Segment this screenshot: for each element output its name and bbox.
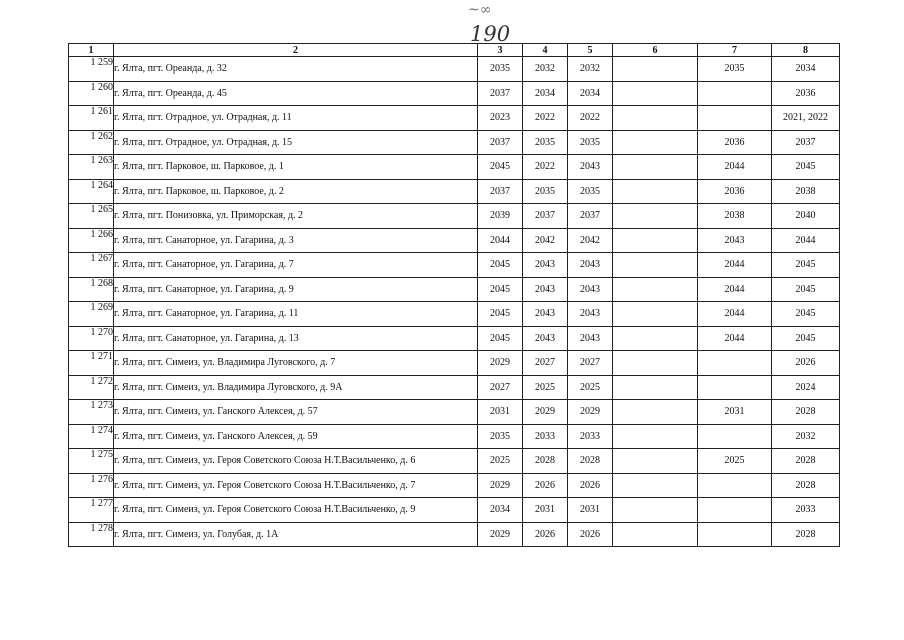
address: г. Ялта, пгт. Отрадное, ул. Отрадная, д. 11 bbox=[114, 106, 478, 131]
col-6-value bbox=[613, 155, 698, 180]
col-4-value: 2035 bbox=[523, 179, 568, 204]
col-3-value: 2023 bbox=[478, 106, 523, 131]
col-4-value: 2043 bbox=[523, 253, 568, 278]
col-7-value: 2044 bbox=[698, 277, 772, 302]
col-4-value: 2022 bbox=[523, 155, 568, 180]
col-4-value: 2033 bbox=[523, 424, 568, 449]
col-3-value: 2045 bbox=[478, 253, 523, 278]
col-4-value: 2031 bbox=[523, 498, 568, 523]
register-table bbox=[68, 43, 840, 547]
column-header-2: 2 bbox=[114, 44, 478, 57]
col-5-value: 2025 bbox=[568, 375, 613, 400]
row-number: 1 269 bbox=[69, 302, 114, 327]
col-7-value bbox=[698, 473, 772, 498]
col-8-value: 2038 bbox=[772, 179, 840, 204]
col-8-value: 2021, 2022 bbox=[772, 106, 840, 131]
address: г. Ялта, пгт. Симеиз, ул. Героя Советского Союза Н.Т.Васильченко, д. 9 bbox=[114, 498, 478, 523]
row-number: 1 270 bbox=[69, 326, 114, 351]
address: г. Ялта, пгт. Симеиз, ул. Ганского Алексея, д. 59 bbox=[114, 424, 478, 449]
table-row bbox=[69, 179, 840, 204]
table-row bbox=[69, 351, 840, 376]
col-4-value: 2028 bbox=[523, 449, 568, 474]
address: г. Ялта, пгт. Санаторное, ул. Гагарина, д. 7 bbox=[114, 253, 478, 278]
col-5-value: 2032 bbox=[568, 57, 613, 82]
col-8-value: 2045 bbox=[772, 302, 840, 327]
col-5-value: 2043 bbox=[568, 277, 613, 302]
col-8-value: 2037 bbox=[772, 130, 840, 155]
row-number: 1 260 bbox=[69, 81, 114, 106]
col-3-value: 2035 bbox=[478, 57, 523, 82]
col-7-value: 2025 bbox=[698, 449, 772, 474]
table-body bbox=[69, 57, 840, 547]
row-number: 1 277 bbox=[69, 498, 114, 523]
col-5-value: 2043 bbox=[568, 326, 613, 351]
col-3-value: 2045 bbox=[478, 155, 523, 180]
col-3-value: 2045 bbox=[478, 302, 523, 327]
col-6-value bbox=[613, 130, 698, 155]
address: г. Ялта, пгт. Симеиз, ул. Владимира Луговского, д. 9А bbox=[114, 375, 478, 400]
col-6-value bbox=[613, 277, 698, 302]
col-6-value bbox=[613, 522, 698, 547]
table-row bbox=[69, 424, 840, 449]
row-number: 1 271 bbox=[69, 351, 114, 376]
row-number: 1 278 bbox=[69, 522, 114, 547]
col-3-value: 2029 bbox=[478, 522, 523, 547]
col-6-value bbox=[613, 106, 698, 131]
col-8-value: 2045 bbox=[772, 253, 840, 278]
table-row bbox=[69, 130, 840, 155]
col-3-value: 2029 bbox=[478, 351, 523, 376]
address: г. Ялта, пгт. Симеиз, ул. Голубая, д. 1А bbox=[114, 522, 478, 547]
column-header-6: 6 bbox=[613, 44, 698, 57]
col-4-value: 2022 bbox=[523, 106, 568, 131]
row-number: 1 264 bbox=[69, 179, 114, 204]
col-7-value: 2044 bbox=[698, 253, 772, 278]
col-5-value: 2027 bbox=[568, 351, 613, 376]
row-number: 1 274 bbox=[69, 424, 114, 449]
col-5-value: 2028 bbox=[568, 449, 613, 474]
table-row bbox=[69, 204, 840, 229]
table-row bbox=[69, 498, 840, 523]
row-number: 1 276 bbox=[69, 473, 114, 498]
column-header-4: 4 bbox=[523, 44, 568, 57]
col-6-value bbox=[613, 57, 698, 82]
col-6-value bbox=[613, 449, 698, 474]
table-header-row bbox=[69, 44, 840, 57]
col-6-value bbox=[613, 253, 698, 278]
col-5-value: 2042 bbox=[568, 228, 613, 253]
address: г. Ялта, пгт. Симеиз, ул. Ганского Алексея, д. 57 bbox=[114, 400, 478, 425]
table-row bbox=[69, 449, 840, 474]
col-5-value: 2035 bbox=[568, 130, 613, 155]
table-row bbox=[69, 375, 840, 400]
col-8-value: 2036 bbox=[772, 81, 840, 106]
address: г. Ялта, пгт. Симеиз, ул. Героя Советского Союза Н.Т.Васильченко, д. 6 bbox=[114, 449, 478, 474]
table-row bbox=[69, 81, 840, 106]
row-number: 1 275 bbox=[69, 449, 114, 474]
col-4-value: 2043 bbox=[523, 277, 568, 302]
col-4-value: 2026 bbox=[523, 473, 568, 498]
row-number: 1 263 bbox=[69, 155, 114, 180]
row-number: 1 265 bbox=[69, 204, 114, 229]
col-3-value: 2045 bbox=[478, 277, 523, 302]
col-5-value: 2037 bbox=[568, 204, 613, 229]
col-6-value bbox=[613, 375, 698, 400]
col-7-value bbox=[698, 81, 772, 106]
col-8-value: 2045 bbox=[772, 326, 840, 351]
table-row bbox=[69, 106, 840, 131]
col-6-value bbox=[613, 302, 698, 327]
col-5-value: 2033 bbox=[568, 424, 613, 449]
col-8-value: 2024 bbox=[772, 375, 840, 400]
col-6-value bbox=[613, 228, 698, 253]
row-number: 1 267 bbox=[69, 253, 114, 278]
address: г. Ялта, пгт. Парковое, ш. Парковое, д. 2 bbox=[114, 179, 478, 204]
address: г. Ялта, пгт. Санаторное, ул. Гагарина, д. 9 bbox=[114, 277, 478, 302]
col-4-value: 2035 bbox=[523, 130, 568, 155]
address: г. Ялта, пгт. Симеиз, ул. Героя Советского Союза Н.Т.Васильченко, д. 7 bbox=[114, 473, 478, 498]
table-row bbox=[69, 400, 840, 425]
col-4-value: 2043 bbox=[523, 302, 568, 327]
col-6-value bbox=[613, 204, 698, 229]
table-row bbox=[69, 228, 840, 253]
row-number: 1 268 bbox=[69, 277, 114, 302]
col-7-value: 2044 bbox=[698, 155, 772, 180]
row-number: 1 272 bbox=[69, 375, 114, 400]
col-5-value: 2029 bbox=[568, 400, 613, 425]
col-4-value: 2029 bbox=[523, 400, 568, 425]
row-number: 1 261 bbox=[69, 106, 114, 131]
table-row bbox=[69, 155, 840, 180]
col-5-value: 2026 bbox=[568, 522, 613, 547]
col-6-value bbox=[613, 498, 698, 523]
address: г. Ялта, пгт. Симеиз, ул. Владимира Луговского, д. 7 bbox=[114, 351, 478, 376]
col-3-value: 2039 bbox=[478, 204, 523, 229]
col-8-value: 2044 bbox=[772, 228, 840, 253]
col-4-value: 2034 bbox=[523, 81, 568, 106]
col-5-value: 2026 bbox=[568, 473, 613, 498]
table-row bbox=[69, 473, 840, 498]
column-header-7: 7 bbox=[698, 44, 772, 57]
address: г. Ялта, пгт. Ореанда, д. 32 bbox=[114, 57, 478, 82]
col-6-value bbox=[613, 473, 698, 498]
col-8-value: 2045 bbox=[772, 277, 840, 302]
col-8-value: 2028 bbox=[772, 400, 840, 425]
col-6-value bbox=[613, 179, 698, 204]
table-row bbox=[69, 57, 840, 82]
col-7-value bbox=[698, 522, 772, 547]
address: г. Ялта, пгт. Санаторное, ул. Гагарина, д. 13 bbox=[114, 326, 478, 351]
col-3-value: 2037 bbox=[478, 81, 523, 106]
address: г. Ялта, пгт. Ореанда, д. 45 bbox=[114, 81, 478, 106]
col-4-value: 2042 bbox=[523, 228, 568, 253]
col-7-value bbox=[698, 375, 772, 400]
col-5-value: 2035 bbox=[568, 179, 613, 204]
col-5-value: 2043 bbox=[568, 155, 613, 180]
col-4-value: 2027 bbox=[523, 351, 568, 376]
column-header-3: 3 bbox=[478, 44, 523, 57]
column-header-5: 5 bbox=[568, 44, 613, 57]
address: г. Ялта, пгт. Отрадное, ул. Отрадная, д. 15 bbox=[114, 130, 478, 155]
col-6-value bbox=[613, 400, 698, 425]
col-8-value: 2028 bbox=[772, 473, 840, 498]
row-number: 1 273 bbox=[69, 400, 114, 425]
col-8-value: 2034 bbox=[772, 57, 840, 82]
col-4-value: 2032 bbox=[523, 57, 568, 82]
col-3-value: 2037 bbox=[478, 179, 523, 204]
col-7-value: 2043 bbox=[698, 228, 772, 253]
col-7-value bbox=[698, 351, 772, 376]
col-3-value: 2031 bbox=[478, 400, 523, 425]
col-7-value bbox=[698, 106, 772, 131]
col-7-value: 2038 bbox=[698, 204, 772, 229]
col-3-value: 2029 bbox=[478, 473, 523, 498]
address: г. Ялта, пгт. Парковое, ш. Парковое, д. 1 bbox=[114, 155, 478, 180]
col-4-value: 2037 bbox=[523, 204, 568, 229]
col-3-value: 2044 bbox=[478, 228, 523, 253]
col-3-value: 2035 bbox=[478, 424, 523, 449]
col-3-value: 2027 bbox=[478, 375, 523, 400]
col-7-value: 2036 bbox=[698, 179, 772, 204]
handwritten-page-number: 190 bbox=[470, 22, 511, 46]
col-4-value: 2026 bbox=[523, 522, 568, 547]
col-3-value: 2034 bbox=[478, 498, 523, 523]
column-header-8: 8 bbox=[772, 44, 840, 57]
row-number: 1 262 bbox=[69, 130, 114, 155]
col-8-value: 2032 bbox=[772, 424, 840, 449]
col-4-value: 2043 bbox=[523, 326, 568, 351]
col-6-value bbox=[613, 326, 698, 351]
table-row bbox=[69, 522, 840, 547]
col-3-value: 2025 bbox=[478, 449, 523, 474]
col-6-value bbox=[613, 351, 698, 376]
col-7-value: 2031 bbox=[698, 400, 772, 425]
address: г. Ялта, пгт. Санаторное, ул. Гагарина, д. 11 bbox=[114, 302, 478, 327]
row-number: 1 259 bbox=[69, 57, 114, 82]
col-6-value bbox=[613, 424, 698, 449]
col-3-value: 2037 bbox=[478, 130, 523, 155]
col-8-value: 2026 bbox=[772, 351, 840, 376]
table-row bbox=[69, 277, 840, 302]
column-header-1: 1 bbox=[69, 44, 114, 57]
address: г. Ялта, пгт. Понизовка, ул. Приморская, д. 2 bbox=[114, 204, 478, 229]
col-8-value: 2028 bbox=[772, 449, 840, 474]
address: г. Ялта, пгт. Санаторное, ул. Гагарина, д. 3 bbox=[114, 228, 478, 253]
col-8-value: 2028 bbox=[772, 522, 840, 547]
col-7-value: 2036 bbox=[698, 130, 772, 155]
col-7-value bbox=[698, 424, 772, 449]
table-row bbox=[69, 302, 840, 327]
col-5-value: 2034 bbox=[568, 81, 613, 106]
table-row bbox=[69, 326, 840, 351]
col-3-value: 2045 bbox=[478, 326, 523, 351]
col-4-value: 2025 bbox=[523, 375, 568, 400]
col-8-value: 2045 bbox=[772, 155, 840, 180]
col-5-value: 2043 bbox=[568, 302, 613, 327]
row-number: 1 266 bbox=[69, 228, 114, 253]
col-5-value: 2043 bbox=[568, 253, 613, 278]
col-8-value: 2040 bbox=[772, 204, 840, 229]
table-row bbox=[69, 253, 840, 278]
handwritten-old-page-number: ~∞ bbox=[468, 2, 492, 18]
col-7-value: 2035 bbox=[698, 57, 772, 82]
col-5-value: 2031 bbox=[568, 498, 613, 523]
col-8-value: 2033 bbox=[772, 498, 840, 523]
col-6-value bbox=[613, 81, 698, 106]
col-7-value bbox=[698, 498, 772, 523]
col-7-value: 2044 bbox=[698, 326, 772, 351]
col-7-value: 2044 bbox=[698, 302, 772, 327]
col-5-value: 2022 bbox=[568, 106, 613, 131]
